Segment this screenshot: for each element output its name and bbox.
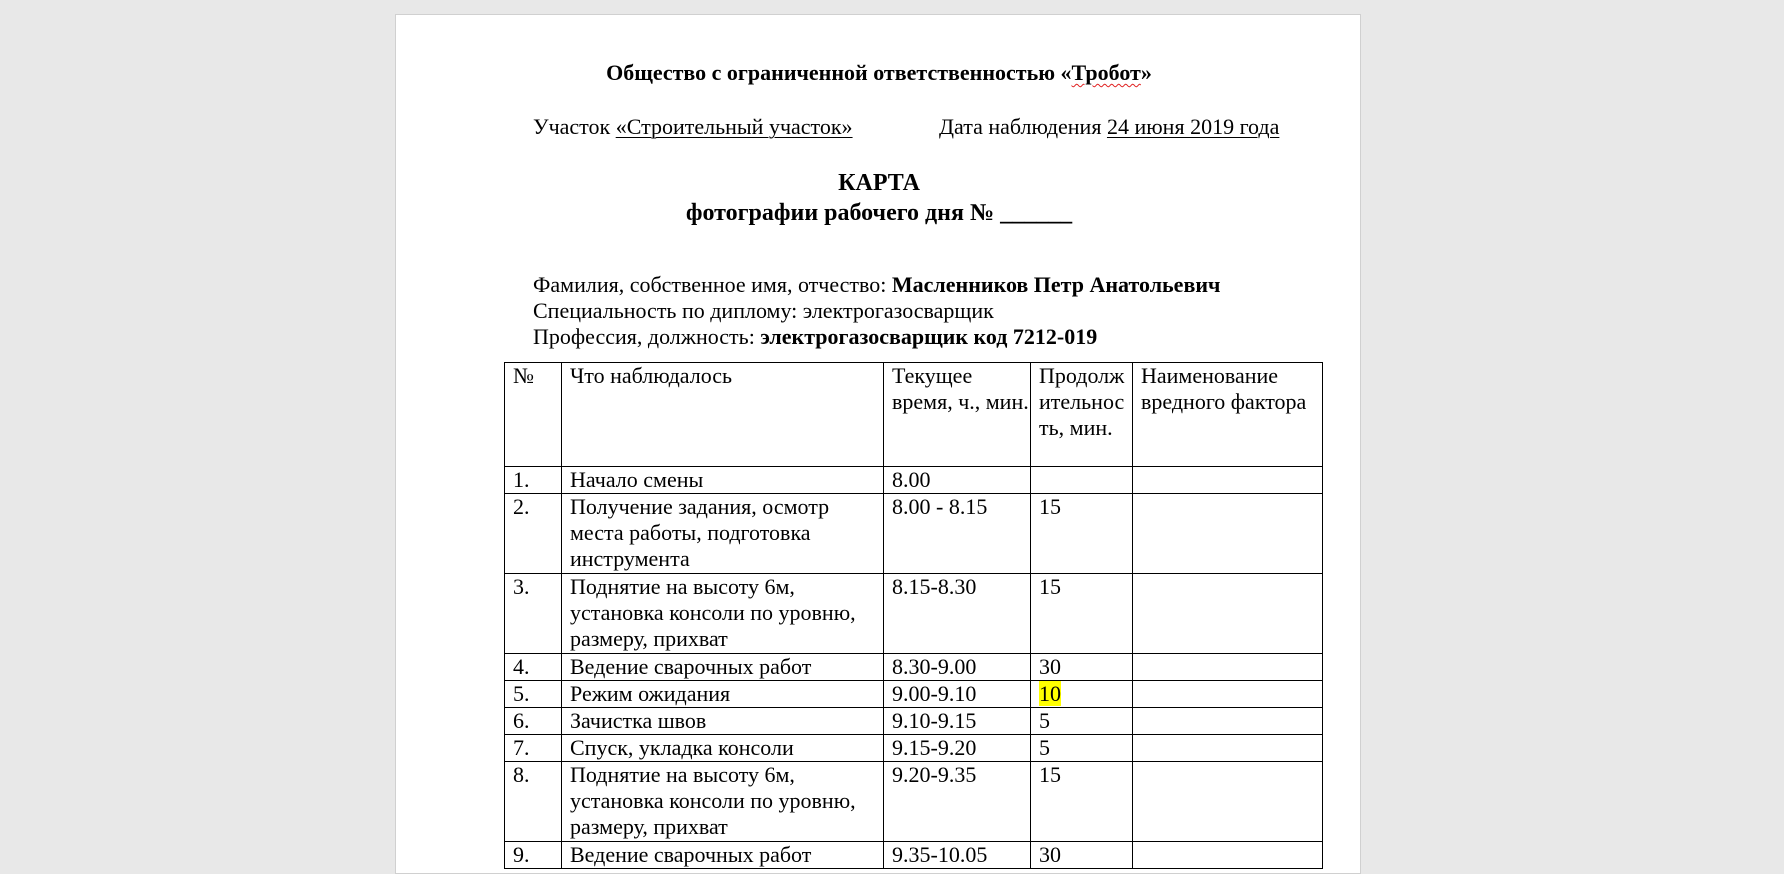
header-hazard: Наименование вредного фактора: [1133, 363, 1323, 467]
row-num: 4.: [505, 654, 562, 681]
document-page[interactable]: [395, 14, 1361, 874]
fio-line: [533, 271, 1220, 299]
row-hazard: [1133, 467, 1323, 494]
row-what: Получение задания, осмотр места работы, подготовка инструмента: [562, 494, 884, 574]
row-hazard: [1133, 654, 1323, 681]
row-duration: 15: [1031, 574, 1133, 654]
table-row: [505, 842, 1323, 869]
fio-label: Фамилия, собственное имя, отчество:: [533, 272, 892, 297]
row-duration: 5: [1031, 735, 1133, 762]
row-duration: [1031, 467, 1133, 494]
row-time: 9.15-9.20: [884, 735, 1031, 762]
organization-heading: [396, 59, 1362, 87]
row-what: Режим ожидания: [562, 681, 884, 708]
site-label: Участок: [533, 114, 616, 139]
row-num: 2.: [505, 494, 562, 574]
specialty-value: электрогазосварщик: [802, 298, 994, 323]
row-hazard: [1133, 494, 1323, 574]
specialty-line: [533, 297, 994, 325]
row-duration: [1031, 681, 1133, 708]
row-num: 7.: [505, 735, 562, 762]
card-title: КАРТА: [838, 170, 920, 196]
org-suffix: »: [1140, 60, 1152, 85]
header-time: Текущее время, ч., мин.: [884, 363, 1031, 467]
table-row: [505, 467, 1323, 494]
row-num: 9.: [505, 842, 562, 869]
row-duration: 15: [1031, 762, 1133, 842]
row-hazard: [1133, 735, 1323, 762]
specialty-label: Специальность по диплому:: [533, 298, 803, 323]
row-hazard: [1133, 842, 1323, 869]
profession-line: [533, 323, 1097, 351]
row-what: Ведение сварочных работ: [562, 842, 884, 869]
table-row: [505, 574, 1323, 654]
row-duration: 15: [1031, 494, 1133, 574]
row-time: 8.15-8.30: [884, 574, 1031, 654]
site-value: «Строительный участок»: [615, 114, 853, 139]
row-hazard: [1133, 708, 1323, 735]
table-row: [505, 494, 1323, 574]
table-row: [505, 654, 1323, 681]
row-what: Спуск, укладка консоли: [562, 735, 884, 762]
table-header-row: [505, 363, 1323, 467]
row-num: 1.: [505, 467, 562, 494]
org-prefix: Общество с ограниченной ответственностью «: [606, 60, 1072, 85]
header-duration: Продолжительность, мин.: [1031, 363, 1133, 467]
date-label: Дата наблюдения: [939, 114, 1107, 139]
row-time: 8.00 - 8.15: [884, 494, 1031, 574]
site-line: [533, 113, 853, 141]
table-row: [505, 762, 1323, 842]
row-time: 8.00: [884, 467, 1031, 494]
row-duration: 30: [1031, 654, 1133, 681]
date-line: [939, 113, 1279, 141]
row-what: Зачистка швов: [562, 708, 884, 735]
fio-value: Масленников Петр Анатольевич: [891, 272, 1221, 297]
header-what: Что наблюдалось: [562, 363, 884, 467]
table-row: [505, 735, 1323, 762]
row-num: 3.: [505, 574, 562, 654]
row-time: 9.00-9.10: [884, 681, 1031, 708]
card-subtitle: фотографии рабочего дня № ______: [685, 200, 1073, 226]
profession-label: Профессия, должность:: [533, 324, 761, 349]
org-name: Тробот: [1071, 60, 1141, 85]
row-what: Поднятие на высоту 6м, установка консоли по уровню, размеру, прихват: [562, 762, 884, 842]
row-time: 9.10-9.15: [884, 708, 1031, 735]
row-what: Ведение сварочных работ: [562, 654, 884, 681]
profession-value: электрогазосварщик код 7212-019: [760, 324, 1098, 349]
row-time: 9.35-10.05: [884, 842, 1031, 869]
row-hazard: [1133, 681, 1323, 708]
row-what: Поднятие на высоту 6м, установка консоли по уровню, размеру, прихват: [562, 574, 884, 654]
row-num: 6.: [505, 708, 562, 735]
row-hazard: [1133, 762, 1323, 842]
row-what: Начало смены: [562, 467, 884, 494]
row-duration: 30: [1031, 842, 1133, 869]
table-row: [505, 681, 1323, 708]
date-value: 24 июня 2019 года: [1106, 114, 1280, 139]
row-duration: 5: [1031, 708, 1133, 735]
table-row: [505, 708, 1323, 735]
observation-table: [504, 362, 1323, 869]
row-hazard: [1133, 574, 1323, 654]
row-time: 9.20-9.35: [884, 762, 1031, 842]
header-num: №: [505, 363, 562, 467]
highlighted-duration: 10: [1039, 681, 1061, 706]
row-num: 5.: [505, 681, 562, 708]
row-time: 8.30-9.00: [884, 654, 1031, 681]
row-num: 8.: [505, 762, 562, 842]
